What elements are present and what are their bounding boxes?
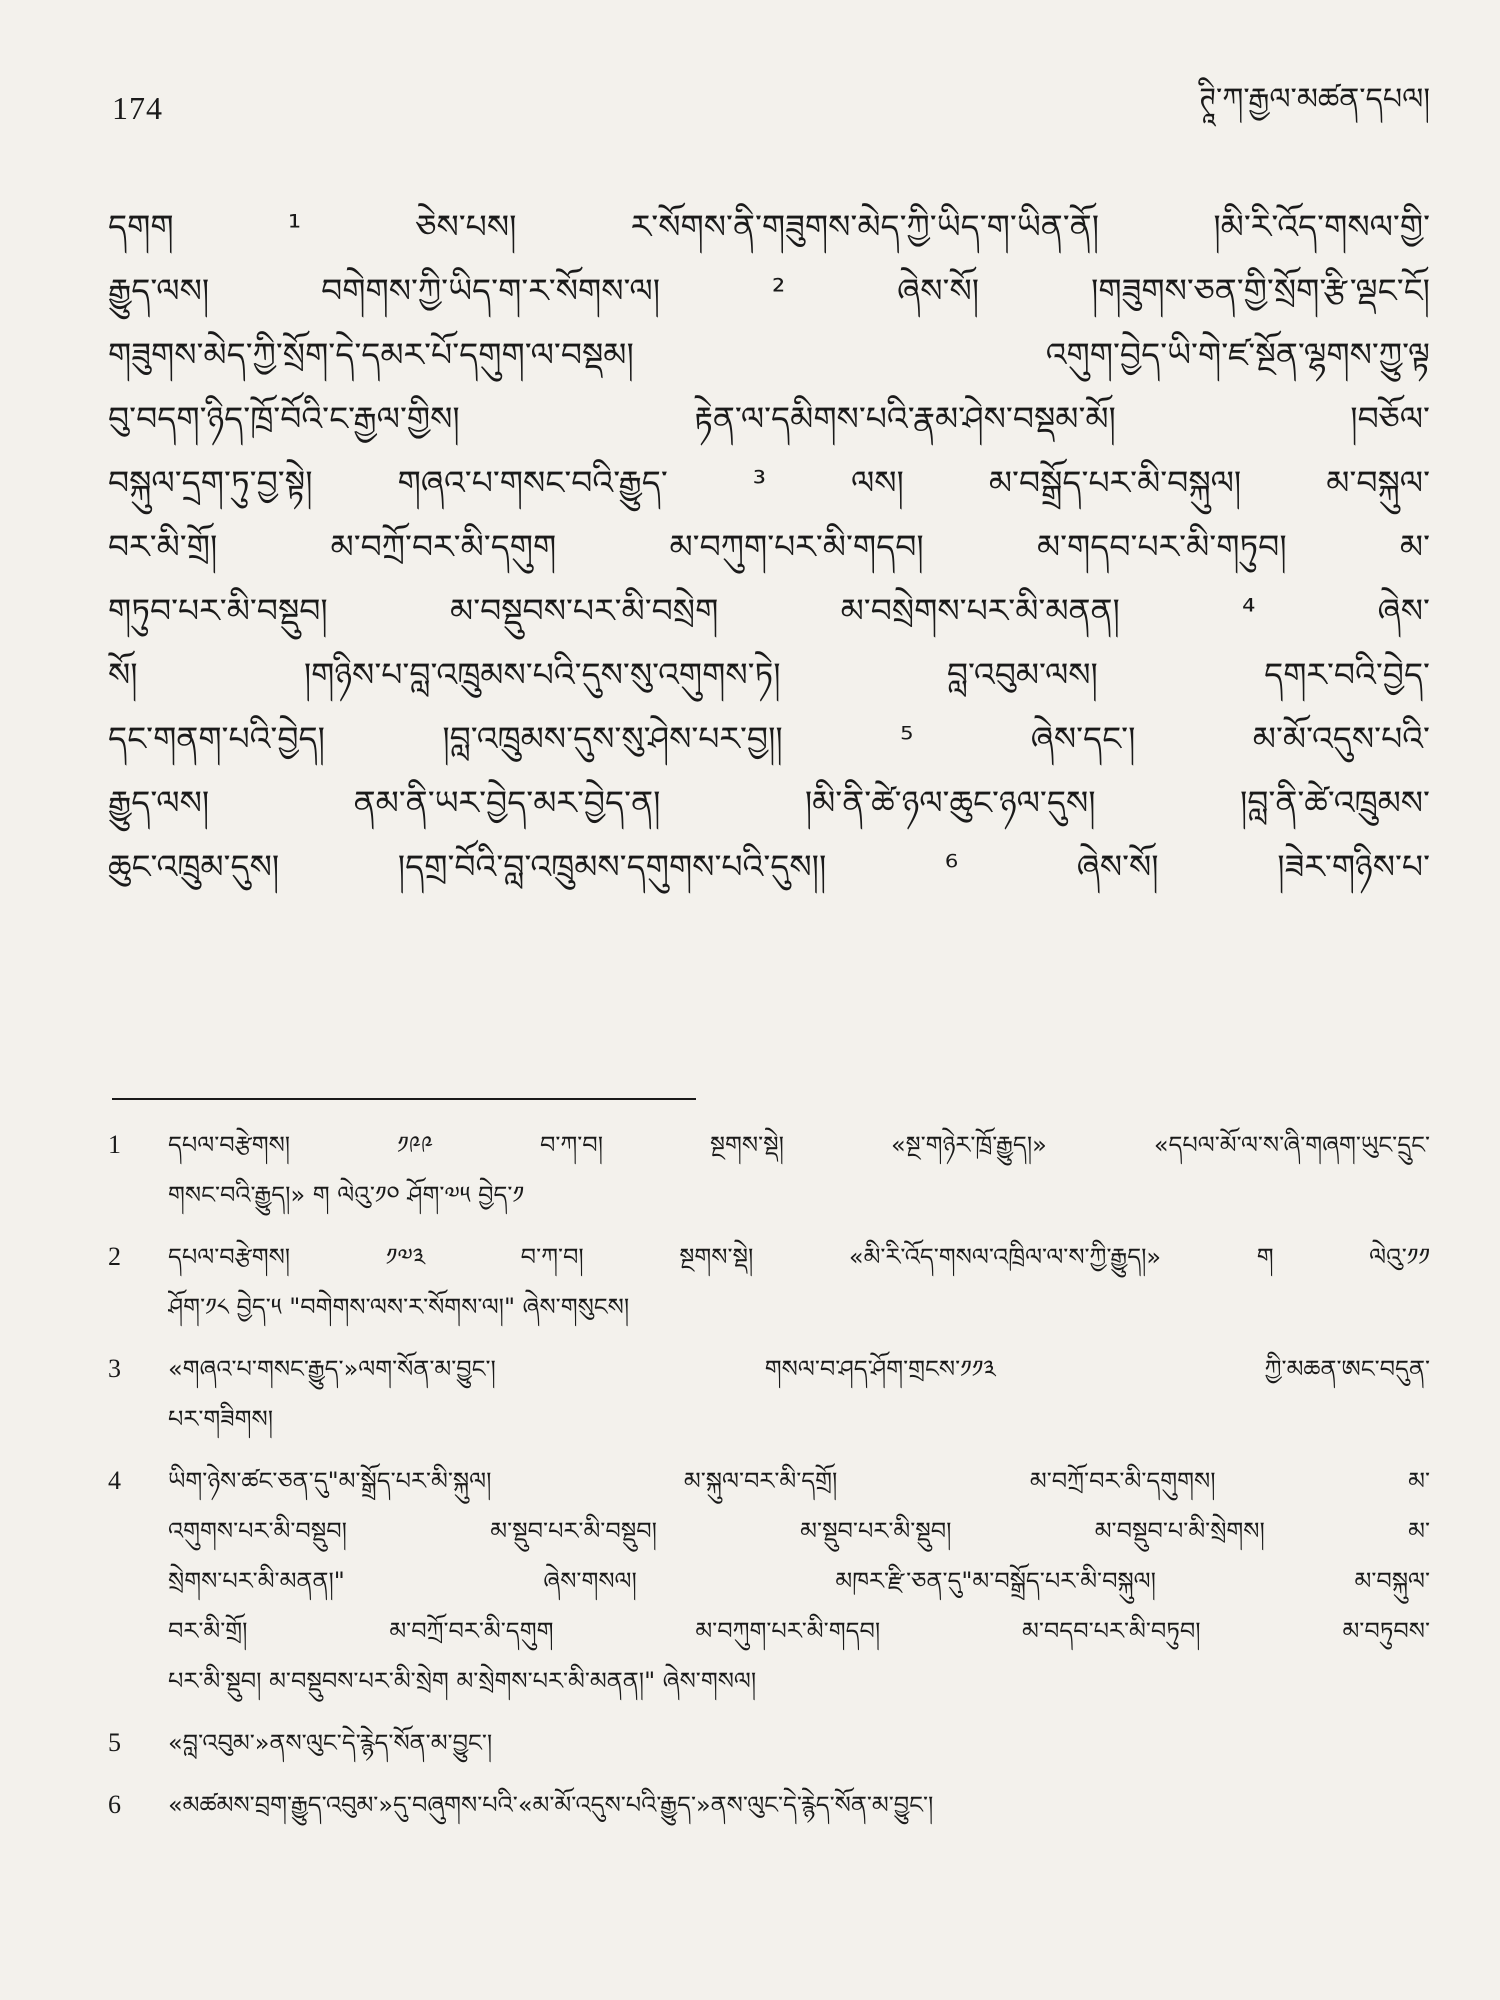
page-number: 174 xyxy=(112,89,163,126)
footnote-line: དཔལ་བརྩེགས། ༡༧༣ བ་ཀ་བ། སྔགས་སྡེ། «མི་རི་འོད་གསལ་འཁྲིལ་ལ་ས་ཀྱི་རྒྱུད།» ག ལེའུ་༡༡ xyxy=(168,1243,1430,1271)
text-line: སོ། །གཉིས་པ་བླ་འཁྲུམས་པའི་དུས་སུ་འགུགས་ཏེ། བླ་འབུམ་ལས། དགར་བའི་བྱེད་ xyxy=(108,655,1430,694)
footnote-line: བར་མི་གྲོ། མ་བཀྲོ་བར་མི་དགུག མ་བཀུག་པར་མི་གདབ། མ་བདབ་པར་མི་བཏུབ། མ་བཏུབས་ xyxy=(168,1617,1430,1645)
footnote-line: པར་གཟིགས། xyxy=(168,1405,274,1433)
footnote-line: སྲེགས་པར་མི་མནན།" ཞེས་གསལ། མཁར་རྫི་ཅན་དུ"མ་བསྒྲོད་པར་མི་བསྐུལ། མ་བསྐུལ་ xyxy=(168,1567,1430,1595)
footnote-4 xyxy=(108,1456,1430,1706)
text-line: གཟུགས་མེད་ཀྱི་སྲོག་དེ་དམར་པོ་དགུག་ལ་བསྡམ། འགུག་བྱེད་ཡི་གེ་ཛ་སྔོན་ལྷགས་ཀྱུ་ལྟ xyxy=(108,335,1430,374)
footnote-6 xyxy=(108,1780,1430,1830)
text-line: དགག ¹ ཅེས་པས། ར་སོགས་ནི་གཟུགས་མེད་ཀྱི་ཡིད་ག་ཡིན་ནོ། །མི་རི་འོད་གསལ་གྱི་ xyxy=(108,207,1430,246)
footnote-number: 2 xyxy=(108,1242,121,1271)
footnote-line: ཡིག་ཉེས་ཚང་ཅན་དུ"མ་སྒྲོད་པར་མི་སྐུལ། མ་སྐུལ་བར་མི་དགྲོ། མ་བཀྲོ་བར་མི་དགུགས། མ་ xyxy=(168,1467,1430,1495)
footnote-number: 6 xyxy=(108,1790,121,1819)
footnote-number: 3 xyxy=(108,1354,121,1383)
footnote-number: 5 xyxy=(108,1728,121,1757)
text-line: ཆུང་འཁྲུམ་དུས། །དགྲ་བོའི་བླ་འཁྲུམས་དགུགས་པའི་དུས།། ⁶ ཞེས་སོ། །ཟེར་གཉིས་པ་ xyxy=(108,847,1430,886)
footnote-5 xyxy=(108,1718,1430,1768)
text-line: རྒྱུད་ལས། བགེགས་ཀྱི་ཡིད་ག་ར་སོགས་ལ། ² ཞེས་སོ། །གཟུགས་ཅན་གྱི་སྲོག་རྩི་ལྡང་ངོ། xyxy=(108,271,1430,310)
footnote-line: ཤོག་༡༨ བྱེད་༥ "བགེགས་ལས་ར་སོགས་ལ།" ཞེས་གསུངས། xyxy=(168,1293,630,1321)
text-line: དང་གནག་པའི་བྱེད། །བླ་འཁྲུམས་དུས་སུ་ཤེས་པར་བྱ།། ⁵ ཞེས་དང་། མ་མོ་འདུས་པའི་ xyxy=(108,719,1430,758)
footnote-text xyxy=(168,1780,1430,1830)
footnote-line: «བླ་འབུམ་»ནས་ལུང་དེ་རྙེད་སོན་མ་བྱུང་། xyxy=(168,1729,493,1757)
footnote-line: གསང་བའི་རྒྱུད།» ག ལེའུ་༡༠ ཤོག་༧༥ བྱེད་༡ xyxy=(168,1181,525,1209)
footnote-1 xyxy=(108,1120,1430,1220)
footnote-divider xyxy=(112,1098,696,1100)
footnote-line: པར་མི་སྡུབ། མ་བསྡུབས་པར་མི་སྲེག མ་སྲེགས་པར་མི་མནན།" ཞེས་གསལ། xyxy=(168,1667,757,1695)
footnote-text xyxy=(168,1232,1430,1332)
text-line: བར་མི་གྲོ། མ་བཀྲོ་བར་མི་དགུག མ་བཀུག་པར་མི་གདབ། མ་གདབ་པར་མི་གཏུབ། མ་ xyxy=(108,527,1430,566)
footnote-text xyxy=(168,1718,1430,1768)
page-header xyxy=(112,78,1430,138)
running-title: ཊཱི་ཀ་རྒྱལ་མཚན་དཔལ། xyxy=(1198,82,1430,117)
footnote-line: «གཞའ་པ་གསང་རྒྱུད་»ལག་སོན་མ་བྱུང་། གསལ་བ་ཤད་ཤོག་གྲངས་༡༡༣ ཀྱི་མཆན་ཨང་བདུན་ xyxy=(168,1355,1430,1383)
footnote-text xyxy=(168,1120,1430,1220)
footnote-3 xyxy=(108,1344,1430,1444)
footnote-text xyxy=(168,1344,1430,1444)
footnote-number: 1 xyxy=(108,1130,121,1159)
text-line: བུ་བདག་ཉིད་ཁྲོ་བོའི་ང་རྒྱལ་གྱིས། རྟེན་ལ་དམིགས་པའི་རྣམ་ཤེས་བསྡམ་མོ། །བཅོལ་ xyxy=(108,399,1430,438)
footnotes xyxy=(108,1120,1430,1842)
footnote-line: འགུགས་པར་མི་བསྡུབ། མ་སྡུབ་པར་མི་བསྡུབ། མ་སྡུབ་པར་མི་སྡུབ། མ་བསྡུབ་པ་མི་སྲེགས། མ་ xyxy=(168,1517,1430,1545)
footnote-2 xyxy=(108,1232,1430,1332)
footnote-number: 4 xyxy=(108,1466,121,1495)
main-text xyxy=(108,195,1430,899)
text-line: བསྐུལ་དྲག་ཏུ་བྱ་སྟེ། གཞའ་པ་གསང་བའི་རྒྱུད་ ³ ལས། མ་བསྒྲོད་པར་མི་བསྐུལ། མ་བསྐུལ་ xyxy=(108,463,1430,502)
text-line: རྒྱུད་ལས། ནམ་ནི་ཡར་བྱེད་མར་བྱེད་ན། །མི་ནི་ཚེ་ཉལ་ཆུང་ཉལ་དུས། །བླ་ནི་ཚེ་འཁྲུམས་ xyxy=(108,783,1430,822)
text-line: གཏུབ་པར་མི་བསྡུབ། མ་བསྡུབས་པར་མི་བསྲེག མ་བསྲེགས་པར་མི་མནན། ⁴ ཞེས་ xyxy=(108,591,1430,630)
footnote-line: «མཚམས་བྲག་རྒྱུད་འབུམ་»དུ་བཞུགས་པའི་«མ་མོ་འདུས་པའི་རྒྱུད་»ནས་ལུང་དེ་རྙེད་སོན་མ་བྱུང་། xyxy=(168,1791,934,1819)
footnote-text xyxy=(168,1456,1430,1706)
footnote-line: དཔལ་བརྩེགས། ༡༩༩ བ་ཀ་བ། སྔགས་སྡེ། «སྔ་གཉེར་ཁྲོ་རྒྱུད།» «དཔལ་མོ་ལ་ས་ཞི་གཞག་ཡུང་དྲུང་ xyxy=(168,1131,1430,1159)
